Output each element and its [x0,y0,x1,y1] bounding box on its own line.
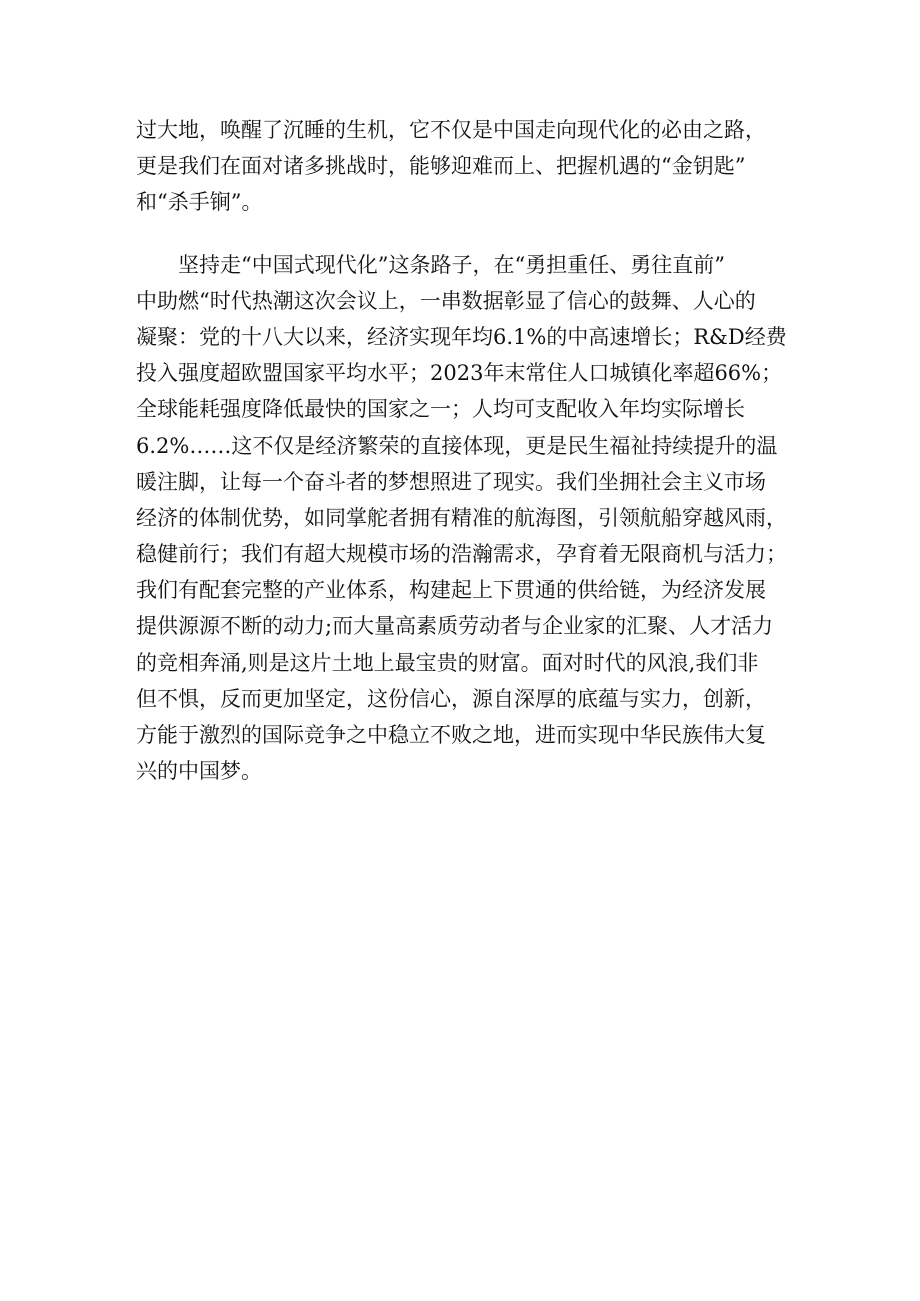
paragraph-1 [136,112,796,221]
text-line: 的竞相奔涌,则是这片土地上最宝贵的财富。面对时代的风浪,我们非 [136,650,759,675]
text-line: 我们有配套完整的产业体系，构建起上下贯通的供给链，为经济发展 [136,578,766,603]
text-line: 投入强度超欧盟国家平均水平；2023年末常住人口城镇化率超66%； [136,361,783,386]
text-line: 暖注脚，让每一个奋斗者的梦想照进了现实。我们坐拥社会主义市场 [136,469,766,494]
paragraph-2 [136,247,796,790]
text-line: 中助燃“时代热潮这次会议上，一串数据彰显了信心的鼓舞、人心的 [136,288,756,313]
text-line: 更是我们在面对诸多挑战时，能够迎难而上、把握机遇的“金钥匙” [136,154,746,179]
paragraph-spacer [136,221,796,247]
text-line: 但不惧，反而更加坚定，这份信心，源自深厚的底蕴与实力，创新， [136,686,766,711]
text-line: 和“杀手锏”。 [136,190,263,215]
document-body [136,112,796,789]
text-line: 全球能耗强度降低最快的国家之一；人均可支配收入年均实际增长 [136,397,745,422]
text-line: 6.2%……这不仅是经济繁荣的直接体现，更是民生福祉持续提升的温 [136,433,778,458]
text-line: 凝聚：党的十八大以来，经济实现年均6.1%的中高速增长；R&D经费 [136,324,787,349]
text-line: 经济的体制优势，如同掌舵者拥有精准的航海图，引领航船穿越风雨， [136,505,787,530]
text-line: 兴的中国梦。 [136,759,262,784]
text-line: 提供源源不断的动力;而大量高素质劳动者与企业家的汇聚、人才活力 [136,614,774,639]
text-line: 过大地，唤醒了沉睡的生机，它不仅是中国走向现代化的必由之路， [136,118,766,142]
text-line: 坚持走“中国式现代化”这条路子，在“勇担重任、勇往直前” [136,252,725,277]
text-line: 稳健前行；我们有超大规模市场的浩瀚需求，孕育着无限商机与活力； [136,542,787,567]
text-line: 方能于激烈的国际竞争之中稳立不败之地，进而实现中华民族伟大复 [136,723,766,747]
